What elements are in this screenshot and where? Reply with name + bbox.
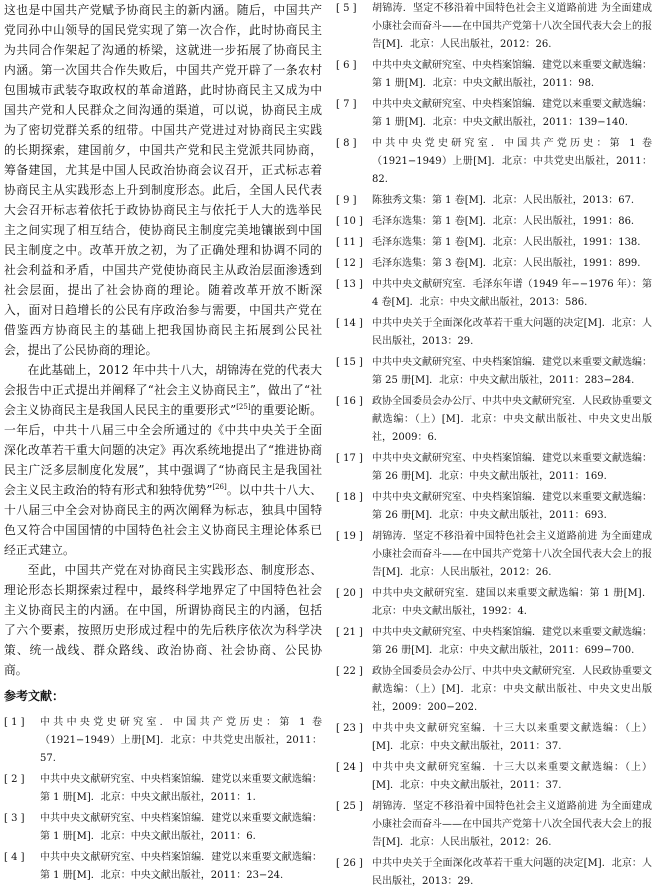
- reference-number: [ 25 ]: [336, 801, 363, 812]
- reference-number: [ 13 ]: [336, 279, 363, 290]
- reference-text: 中共中央文献研究室编．十三大以来重要文献选编：（上）[M]．北京：中央文献出版社，2011：37.: [372, 762, 652, 791]
- reference-number: [ 5 ]: [336, 3, 357, 14]
- reference-item: [336, 213, 652, 231]
- reference-number: [ 2 ]: [4, 774, 25, 785]
- reference-text: 中共中央关于全面深化改革若干重大问题的决定[M]．北京：人民出版社，2013：29.: [372, 858, 652, 887]
- reference-item: [336, 855, 652, 891]
- reference-number: [ 10 ]: [336, 216, 363, 227]
- reference-item: [336, 234, 652, 252]
- right-column: [336, 0, 652, 894]
- reference-item: [336, 96, 652, 132]
- reference-number: [ 3 ]: [4, 813, 25, 824]
- reference-number: [ 11 ]: [336, 237, 363, 248]
- body-paragraph-2: [4, 360, 322, 560]
- reference-number: [ 14 ]: [336, 318, 363, 329]
- reference-item: [336, 759, 652, 795]
- reference-number: [ 26 ]: [336, 858, 363, 869]
- reference-number: [ 19 ]: [336, 531, 363, 542]
- reference-number: [ 9 ]: [336, 195, 357, 206]
- citation-sup-25: [25]: [236, 403, 251, 412]
- reference-item: [336, 798, 652, 852]
- reference-number: [ 8 ]: [336, 138, 357, 149]
- reference-item: [336, 393, 652, 447]
- reference-text: 中共中央党史研究室．中国共产党历史：第 1 卷（1921−1949）上册[M]．北京：中共党史出版社，2011：57.: [40, 717, 322, 764]
- reference-text: 胡锦涛．坚定不移沿着中国特色社会主义道路前进 为全面建成小康社会而奋斗——在中国共产党第十八次全国代表大会上的报告[M]．北京：人民出版社，2012：26.: [372, 3, 652, 50]
- reference-text: 中共中央文献研究室、中央档案馆编．建党以来重要文献选编：第 26 册[M]．北京：中央文献出版社，2011：169.: [372, 453, 652, 482]
- reference-number: [ 23 ]: [336, 723, 363, 734]
- paragraph-2-text-end: 。以中共十八大、十八届三中全会对协商民主的两次阐释为标志，独具中国特色又符合中国国情的中国特色社会主义协商民主理论体系已经正式建立。: [4, 483, 322, 557]
- reference-text: 中共中央文献研究室、中央档案馆编．建党以来重要文献选编：第 1 册[M]．北京：中央文献出版社，2011：1.: [40, 774, 322, 803]
- reference-text: 中共中央文献研究室、中央档案馆编．建党以来重要文献选编：第 1 册[M]．北京：中央文献出版社，2011：6.: [40, 813, 322, 842]
- body-paragraph-1: 这也是中国共产党赋予协商民主的新内涵。随后，中国共产党同孙中山领导的国民党实现了第一次合作，此时协商民主为共同合作架起了沟通的桥梁，这就进一步拓展了协商民主内涵。第一次国共合作失败后，中国共产党开辟了一条农村包围城市武装夺取政权的革命道路，此时协商民主又成为中国共产党和人民群众之间沟通的渠道，可以说，协商民主成为了密切党群关系的纽带。中国共产党进过对协商民主实践的长期探索，建国前夕，中国共产党和民主党派共同协商，筹备建国，尤其是中国人民政治协商会议召开，正式标志着协商民主从实践形态上升到制度形态。此后，全国人民代表大会召开标志着依托于政协协商民主与依托于人大的选举民主之间实现了相互结合，使协商民主制度完美地镶嵌到中国民主制度之中。改革开放之初，为了正确处理和协调不同的社会利益和矛盾，中国共产党使协商民主从政治层面渗透到社会层面，提出了社会协商的理论。随着改革开放不断深入，面对日趋增长的公民有序政治参与需要，中国共产党在借鉴西方协商民主的基础上把我国协商民主拓展到公民社会，提出了公民协商的理论。: [4, 3, 322, 357]
- reference-text: 中共中央党史研究室．中国共产党历史：第 1 卷（1921−1949）上册[M]．北京：中共党史出版社，2011：82.: [372, 138, 652, 185]
- right-reference-list: [336, 0, 652, 891]
- reference-text: 胡锦涛．坚定不移沿着中国特色社会主义道路前进 为全面建成小康社会而奋斗——在中国共产党第十八次全国代表大会上的报告[M]．北京：人民出版社，2012：26.: [372, 801, 652, 848]
- reference-text: 陈独秀文集：第 1 卷[M]．北京：人民出版社，2013：67.: [372, 195, 635, 206]
- reference-item: [336, 624, 652, 660]
- reference-text: 政协全国委员会办公厅、中共中央文献研究室．人民政协重要文献选编：（上）[M]．北京：中央文献出版社、中央文史出版社，2009：200−202.: [372, 666, 652, 713]
- reference-number: [ 7 ]: [336, 99, 357, 110]
- reference-item: [336, 528, 652, 582]
- reference-text: 中共中央关于全面深化改革若干重大问题的决定[M]．北京：人民出版社，2013：29.: [372, 318, 652, 347]
- reference-item: [336, 585, 652, 621]
- reference-text: 毛泽东选集：第 1 卷[M]．北京：人民出版社，1991：86.: [372, 216, 635, 227]
- reference-text: 中共中央文献研究室．毛泽东年谱（1949 年−−1976 年）：第 4 卷[M]．北京：中央文献出版社，2013：586.: [372, 279, 652, 308]
- paragraph-2-text-cont: 的重要论断。一年后，中共十八届三中全会所通过的《中共中央关于全面深化改革若干重大问题的决定》再次系统地提出了“推进协商民主广泛多层制度化发展”，其中强调了“协商民主是我国社会主义民主政治的特有形式和独特优势”: [4, 403, 322, 497]
- reference-item: [4, 810, 322, 846]
- reference-text: 中共中央文献研究室、中央档案馆编．建党以来重要文献选编：第 1 册[M]．北京：中央文献出版社，2011：98.: [372, 60, 652, 89]
- reference-item: [4, 849, 322, 885]
- reference-text: 中共中央文献研究室编．十三大以来重要文献选编：（上）[M]．北京：中央文献出版社，2011：37.: [372, 723, 652, 752]
- reference-item: [336, 276, 652, 312]
- reference-number: [ 16 ]: [336, 396, 363, 407]
- reference-text: 毛泽东选集：第 1 卷[M]．北京：人民出版社，1991：138.: [372, 237, 641, 248]
- reference-number: [ 21 ]: [336, 627, 363, 638]
- reference-text: 毛泽东选集：第 3 卷[M]．北京：人民出版社，1991：899.: [372, 258, 641, 269]
- reference-item: [336, 192, 652, 210]
- paragraph-2-text: 在此基础上，2012 年中共十八大，胡锦涛在党的代表大会报告中正式提出并阐释了“社会主义协商民主”，做出了“社会主义协商民主是我国人民民主的重要形式”: [4, 363, 322, 417]
- reference-number: [ 20 ]: [336, 588, 363, 599]
- citation-sup-26: [26]: [212, 483, 227, 492]
- reference-text: 中共中央文献研究室、中央档案馆编．建党以来重要文献选编：第 1 册[M]．北京：中央文献出版社，2011：23−24.: [40, 852, 322, 881]
- reference-number: [ 18 ]: [336, 492, 363, 503]
- reference-item: [336, 489, 652, 525]
- body-paragraph-3: 至此，中国共产党在对协商民主实践形态、制度形态、理论形态长期探索过程中，最终科学地界定了中国特色社会主义协商民主的内涵。在中国，所谓协商民主的内涵，包括了六个要素，按照历史形成过程中的先后秩序依次为科学决策、统一战线、群众路线、政治协商、社会协商、公民协商。: [4, 563, 322, 677]
- reference-item: [336, 663, 652, 717]
- references-heading: 参考文献：: [4, 689, 65, 703]
- reference-item: [336, 135, 652, 189]
- reference-text: 中共中央文献研究室、中央档案馆编．建党以来重要文献选编：第 1 册[M]．北京：中央文献出版社，2011：139−140.: [372, 99, 652, 128]
- reference-text: 中共中央文献研究室、中央档案馆编．建党以来重要文献选编：第 25 册[M]．北京：中央文献出版社，2011：283−284.: [372, 357, 652, 386]
- reference-item: [336, 255, 652, 273]
- reference-text: 中共中央文献研究室、中央档案馆编．建党以来重要文献选编：第 26 册[M]．北京：中央文献出版社，2011：699−700.: [372, 627, 652, 656]
- reference-number: [ 1 ]: [4, 717, 25, 728]
- reference-number: [ 24 ]: [336, 762, 363, 773]
- reference-item: [336, 450, 652, 486]
- reference-item: [4, 771, 322, 807]
- reference-text: 政协全国委员会办公厅、中共中央文献研究室．人民政协重要文献选编：（上）[M]．北京：中央文献出版社、中央文史出版社，2009：6.: [372, 396, 652, 443]
- reference-number: [ 12 ]: [336, 258, 363, 269]
- reference-number: [ 6 ]: [336, 60, 357, 71]
- reference-number: [ 15 ]: [336, 357, 363, 368]
- reference-item: [336, 0, 652, 54]
- reference-item: [4, 714, 322, 768]
- reference-item: [336, 720, 652, 756]
- reference-number: [ 4 ]: [4, 852, 25, 863]
- left-reference-list: [4, 714, 322, 885]
- left-column: [4, 0, 322, 888]
- reference-number: [ 17 ]: [336, 453, 363, 464]
- reference-item: [336, 57, 652, 93]
- reference-text: 中共中央文献研究室、中央档案馆编．建党以来重要文献选编：第 26 册[M]．北京：中央文献出版社，2011：693.: [372, 492, 652, 521]
- reference-item: [336, 315, 652, 351]
- reference-item: [336, 354, 652, 390]
- reference-text: 胡锦涛．坚定不移沿着中国特色社会主义道路前进 为全面建成小康社会而奋斗——在中国共产党第十八次全国代表大会上的报告[M]．北京：人民出版社，2012：26.: [372, 531, 652, 578]
- reference-text: 中共中央文献研究室．建国以来重要文献选编：第 1 册[M]．北京：中央文献出版社，1992：4.: [372, 588, 652, 617]
- reference-number: [ 22 ]: [336, 666, 363, 677]
